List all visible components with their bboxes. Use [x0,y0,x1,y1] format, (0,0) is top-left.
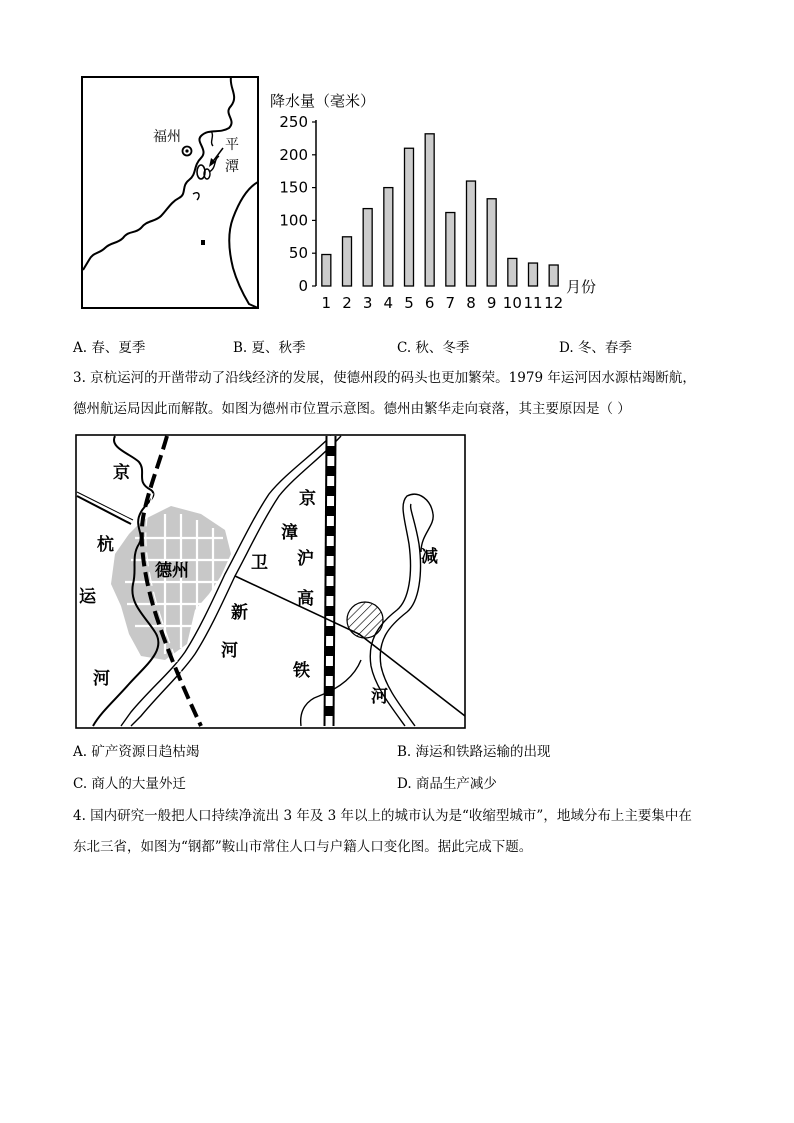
label-wei: 卫 [251,553,268,573]
y-tick-label-150: 150 [279,178,308,197]
q4-stem-line2: 东北三省，如图为“钢都”鞍山市常住人口与户籍人口变化图。据此完成下题。 [73,839,533,855]
y-tick-label-100: 100 [279,211,308,230]
x-tick-label-8: 8 [466,294,476,312]
label-tie: 铁 [293,661,310,681]
x-tick-label-9: 9 [486,294,497,312]
q3-stem-line2: 德州航运局因此而解散。如图为德州市位置示意图。德州由繁华走向衰落，其主要原因是（ ） [73,401,631,417]
y-tick-label-50: 50 [288,244,308,263]
x-tick-label-6: 6 [424,294,435,312]
label-xin: 新 [231,603,248,623]
label-hang: 杭 [97,535,114,555]
dezhou-location-map [75,434,466,729]
dezhou-map-svg [75,434,466,729]
bar-3 [363,209,372,286]
x-tick-label-4: 4 [383,294,394,312]
label-hu: 沪 [297,549,314,569]
q3-option-c: C. 商人的大量外迁 [73,776,186,792]
x-tick-label-5: 5 [404,294,414,312]
label-ping: 平 [225,137,239,153]
label-yun: 运 [79,587,96,607]
q2-option-c: C. 秋、冬季 [397,340,470,356]
q3-stem-line1: 3. 京杭运河的开凿带动了沿线经济的发展，使德州段的码头也更加繁荣。1979 年运河因水源枯竭断航， [73,370,696,386]
x-tick-label-10: 10 [502,294,522,312]
bar-8 [467,181,476,286]
label-tan: 潭 [225,159,239,175]
bar-5 [405,148,414,286]
bar-11 [529,263,538,286]
y-tick-label-200: 200 [279,145,308,164]
label-jian: 减 [421,547,438,567]
bar-12 [549,265,558,286]
y-tick-label-0: 0 [298,277,308,295]
hatched-town [347,602,383,638]
q2-option-a: A. 春、夏季 [73,340,146,356]
q3-option-b: B. 海运和铁路运输的出现 [397,744,551,760]
x-tick-label-11: 11 [523,294,543,312]
label-he3: 河 [371,687,388,707]
label-dezhou: 德州 [155,561,189,581]
coast-map-svg [81,76,259,309]
label-jing2: 京 [299,489,316,509]
q3-option-a: A. 矿产资源日趋枯竭 [73,744,200,760]
label-he1: 河 [93,669,110,689]
x-tick-label-3: 3 [362,294,373,312]
label-jing: 京 [113,463,130,483]
bar-1 [322,255,331,286]
x-tick-label-1: 1 [321,294,332,312]
bar-2 [343,237,352,286]
q2-option-d: D. 冬、春季 [559,340,632,356]
bar-7 [446,213,455,286]
bar-4 [384,188,393,286]
precipitation-chart-svg [264,86,614,312]
bar-9 [487,199,496,286]
y-tick-label-250: 250 [279,113,308,131]
label-zhang: 漳 [281,523,298,543]
q4-stem-line1: 4. 国内研究一般把人口持续净流出 3 年及 3 年以上的城市认为是“收缩型城市”，地域分布上主要集中在 [73,808,692,824]
q2-option-b: B. 夏、秋季 [233,340,306,356]
x-axis-title: 月份 [566,278,597,296]
bar-10 [508,258,517,286]
precipitation-chart [264,86,614,312]
label-fuzhou: 福州 [153,129,181,145]
bar-6 [425,134,434,286]
x-tick-label-12: 12 [544,294,564,312]
y-axis-title: 降水量（毫米） [270,92,376,110]
label-gao: 高 [297,589,314,609]
q3-option-d: D. 商品生产减少 [397,776,497,792]
x-tick-label-2: 2 [342,294,352,312]
fujian-coast-map [81,76,259,309]
label-he2: 河 [221,641,238,661]
x-tick-label-7: 7 [445,294,456,312]
